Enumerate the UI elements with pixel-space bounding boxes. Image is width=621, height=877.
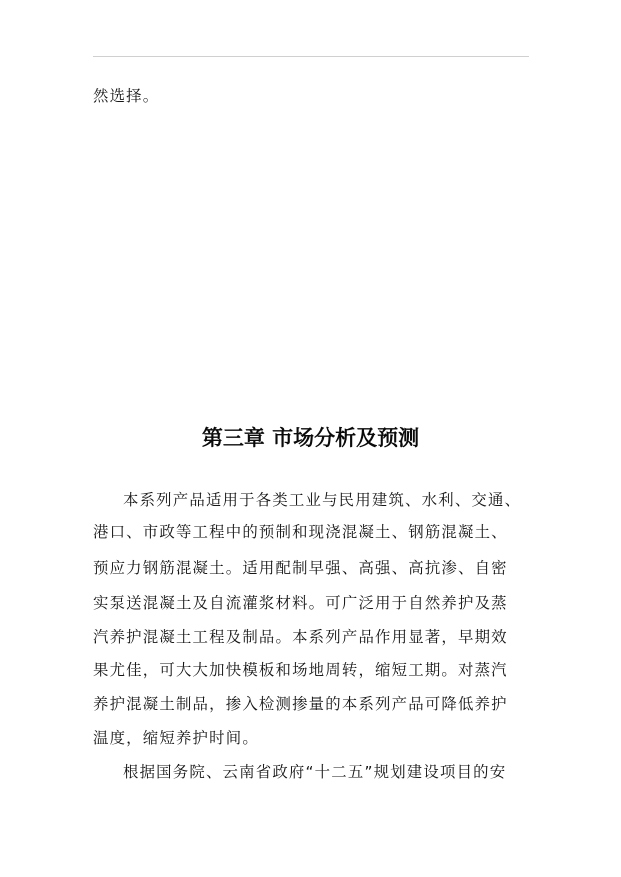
chapter-title: 第三章 市场分析及预测: [201, 425, 420, 450]
paragraph-line: 果尤佳，可大大加快模板和场地周转，缩短工期。对蒸汽: [93, 661, 508, 679]
paragraph-line: 港口、市政等工程中的预制和现浇混凝土、钢筋混凝土、: [93, 523, 508, 541]
paragraph-line: 养护混凝土制品，掺入检测掺量的本系列产品可降低养护: [93, 695, 508, 713]
paragraph-line: 温度，缩短养护时间。: [93, 729, 259, 747]
paragraph-line: 本系列产品适用于各类工业与民用建筑、水利、交通、: [123, 491, 522, 509]
paragraph-line: 预应力钢筋混凝土。适用配制早强、高强、高抗渗、自密: [93, 559, 508, 577]
paragraph-line: 汽养护混凝土工程及制品。本系列产品作用显著，早期效: [93, 628, 508, 646]
continued-text: 然选择。: [93, 87, 160, 105]
header-rule: [93, 56, 529, 57]
paragraph-line: 实泵送混凝土及自流灌浆材料。可广泛用于自然养护及蒸: [93, 594, 508, 612]
paragraph-2-line: 根据国务院、云南省政府“十二五”规划建设项目的安: [123, 763, 507, 781]
